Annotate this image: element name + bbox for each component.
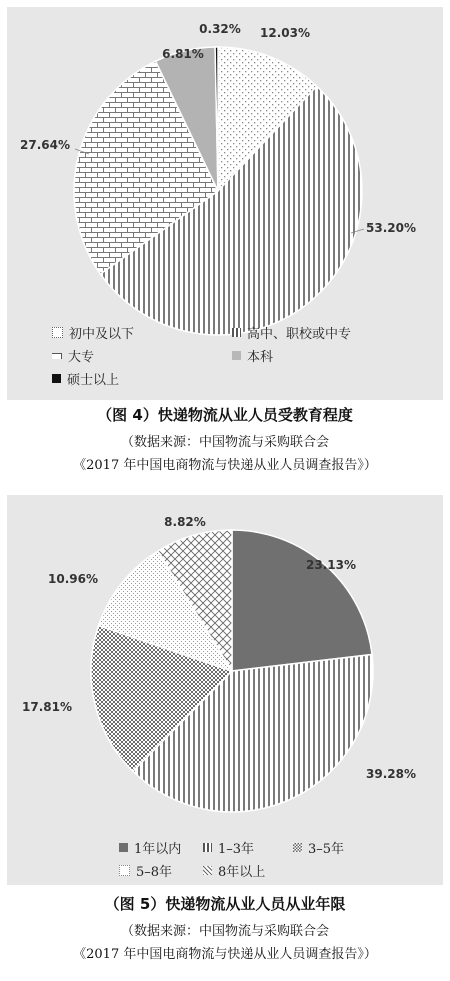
data-label-2: 53.20% (366, 221, 416, 235)
legend-swatch-gray (232, 351, 241, 360)
education-caption (0, 404, 450, 473)
tenure-caption (0, 893, 450, 962)
tenure-chart-panel (7, 495, 443, 885)
education-slices (74, 47, 362, 335)
legend-item-bachelor (232, 346, 273, 365)
legend-label: 本科 (247, 350, 274, 365)
legend-label: 高中、职校或中专 (247, 327, 352, 342)
data-label-3: 27.64% (20, 138, 70, 152)
legend-swatch-black (52, 374, 61, 383)
legend-label: 初中及以下 (69, 327, 135, 342)
education-chart-panel (7, 7, 443, 400)
data-label-2: 39.28% (366, 767, 416, 781)
legend-item-over-8yr (203, 861, 265, 880)
data-label-1: 12.03% (260, 26, 310, 40)
legend-item-master (52, 369, 119, 388)
caption-report: 《2017 年中国电商物流与快递从业人员调查报告》） (73, 458, 377, 473)
legend-item-under-1yr (119, 838, 181, 857)
tenure-pie-chart (7, 495, 443, 885)
data-label-1: 23.13% (306, 558, 356, 572)
legend-label: 1年以内 (134, 842, 182, 857)
legend-item-junior-high (52, 323, 134, 342)
legend-item-1-3yr (203, 838, 254, 857)
caption-title: （图 4）快递物流从业人员受教育程度 (97, 406, 353, 424)
legend-swatch-fine (119, 865, 130, 876)
legend-item-college (52, 346, 94, 365)
legend-swatch-vlines (232, 328, 241, 337)
pie-slice-1 (232, 530, 372, 671)
data-label-4: 6.81% (162, 47, 204, 61)
legend-swatch-cross (203, 866, 212, 875)
legend-swatch-solid (119, 843, 128, 852)
legend-label: 8年以上 (218, 865, 266, 880)
legend-label: 1–3年 (218, 842, 255, 857)
legend-item-high-school (232, 323, 351, 342)
legend-swatch-check (293, 843, 302, 852)
legend-swatch-vlines (203, 843, 212, 852)
legend-label: 大专 (68, 350, 95, 365)
data-label-4: 10.96% (48, 572, 98, 586)
legend-swatch-dots (52, 327, 63, 338)
data-label-3: 17.81% (22, 700, 72, 714)
data-label-5: 0.32% (199, 22, 241, 36)
legend-item-5-8yr (119, 861, 172, 880)
legend-label: 5–8年 (136, 865, 173, 880)
caption-report: 《2017 年中国电商物流与快递从业人员调查报告》） (73, 947, 377, 962)
tenure-slices (91, 530, 373, 812)
caption-source: （数据来源：中国物流与采购联合会 (120, 924, 329, 939)
caption-source: （数据来源：中国物流与采购联合会 (120, 435, 329, 450)
caption-title: （图 5）快递物流从业人员从业年限 (104, 895, 346, 913)
legend-label: 硕士以上 (67, 373, 120, 388)
legend-swatch-brick (52, 353, 62, 359)
legend-item-3-5yr (293, 838, 344, 857)
data-label-5: 8.82% (164, 515, 206, 529)
legend-label: 3–5年 (308, 842, 345, 857)
